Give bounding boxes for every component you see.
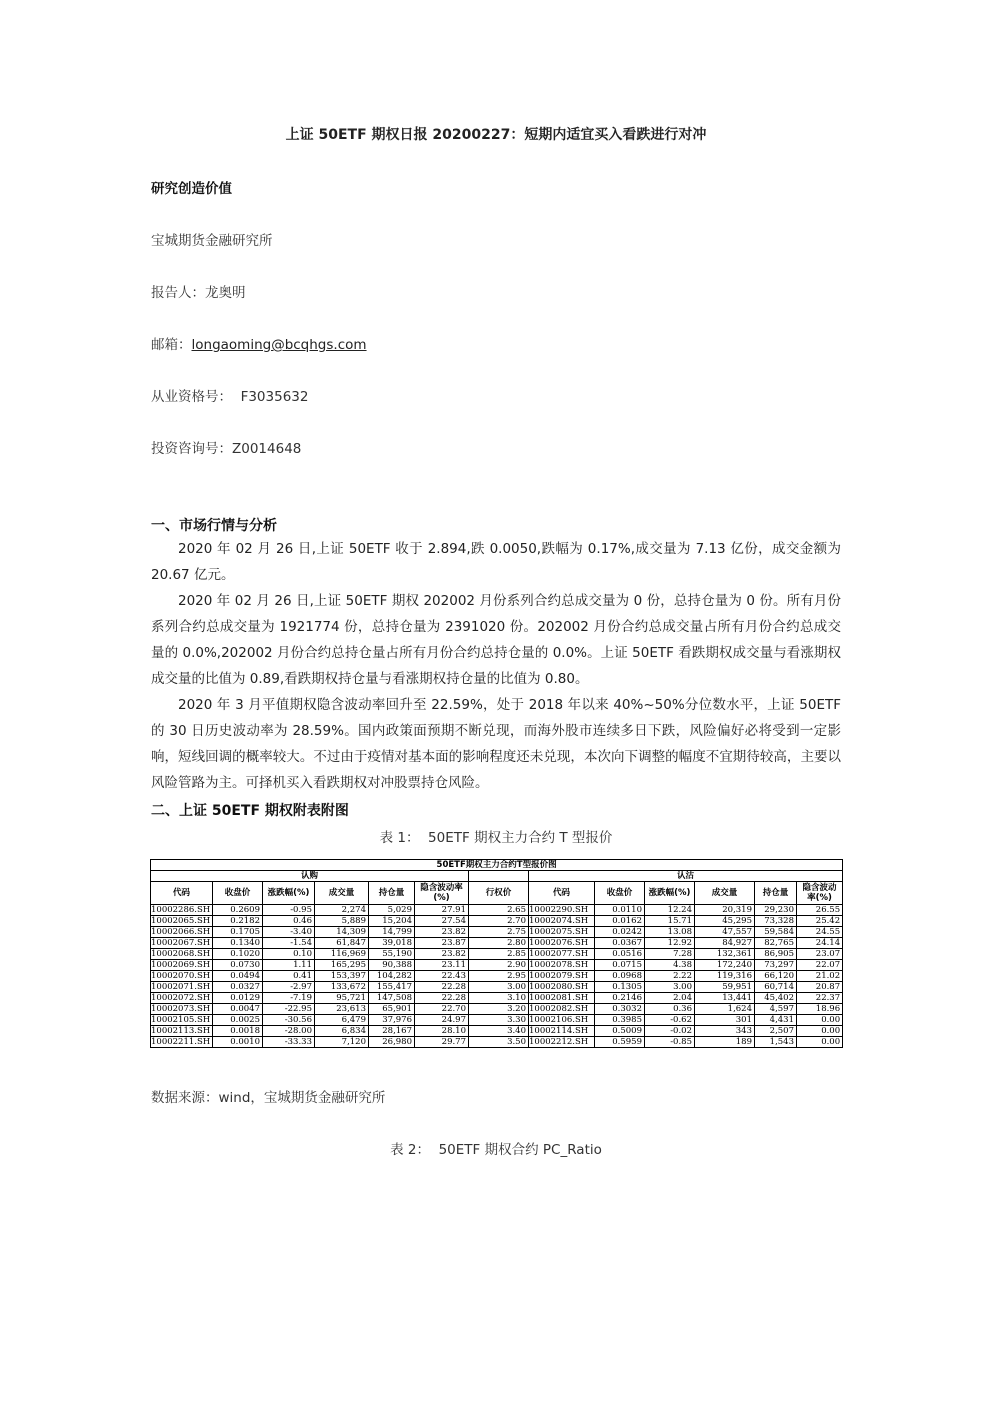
- table-cell: 23.87: [415, 938, 469, 949]
- table-cell: 23.11: [415, 960, 469, 971]
- table-cell: 28.10: [415, 1026, 469, 1037]
- table-cell: 20.87: [797, 982, 843, 993]
- table-cell: 61,847: [315, 938, 369, 949]
- table-cell: 47,557: [695, 927, 755, 938]
- table-cell: -0.95: [263, 905, 315, 916]
- email-label: 邮箱：: [151, 337, 192, 353]
- contract-code-cell: 10002106.SH: [529, 1015, 595, 1026]
- table-row: [151, 982, 843, 993]
- table-cell: 0.3032: [595, 1004, 645, 1015]
- table-row: [151, 993, 843, 1004]
- table-cell: 84,927: [695, 938, 755, 949]
- table-cell: 24.55: [797, 927, 843, 938]
- table-cell: 3.50: [469, 1037, 529, 1048]
- contract-code-cell: 10002065.SH: [151, 916, 213, 927]
- table-cell: 23.82: [415, 927, 469, 938]
- table2-caption: 表 2： 50ETF 期权合约 PC_Ratio: [390, 1142, 602, 1158]
- table-cell: 22.37: [797, 993, 843, 1004]
- column-header: 隐含波动率(%): [415, 882, 469, 905]
- institution: 宝城期货金融研究所: [151, 233, 273, 249]
- table-cell: 5,889: [315, 916, 369, 927]
- put-group-header: 认沽: [529, 871, 843, 882]
- email-line: [151, 333, 367, 353]
- table-cell: 13.08: [645, 927, 695, 938]
- section2-heading: 二、上证 50ETF 期权附表附图: [151, 803, 349, 819]
- table-cell: 2.80: [469, 938, 529, 949]
- table-cell: 2.65: [469, 905, 529, 916]
- table-row: [151, 960, 843, 971]
- contract-code-cell: 10002075.SH: [529, 927, 595, 938]
- table-cell: 12.24: [645, 905, 695, 916]
- contract-code-cell: 10002071.SH: [151, 982, 213, 993]
- table-row: [151, 1026, 843, 1037]
- table-cell: 27.91: [415, 905, 469, 916]
- contract-code-cell: 10002079.SH: [529, 971, 595, 982]
- table-cell: 0.0047: [213, 1004, 263, 1015]
- table-cell: 59,951: [695, 982, 755, 993]
- table-title: 50ETF期权主力合约T型报价图: [151, 860, 843, 871]
- table-cell: 0.0018: [213, 1026, 263, 1037]
- table-row: [151, 916, 843, 927]
- table-cell: -33.33: [263, 1037, 315, 1048]
- table-cell: 45,402: [755, 993, 797, 1004]
- table-cell: 5,029: [369, 905, 415, 916]
- table-cell: 12.92: [645, 938, 695, 949]
- table-cell: 0.0730: [213, 960, 263, 971]
- column-header: 成交量: [315, 882, 369, 905]
- table-cell: 0.2146: [595, 993, 645, 1004]
- table-cell: 3.00: [469, 982, 529, 993]
- table-cell: 2.04: [645, 993, 695, 1004]
- table-cell: 22.07: [797, 960, 843, 971]
- contract-code-cell: 10002078.SH: [529, 960, 595, 971]
- table-cell: 15,204: [369, 916, 415, 927]
- contract-code-cell: 10002076.SH: [529, 938, 595, 949]
- table-cell: 0.0968: [595, 971, 645, 982]
- table-cell: 153,397: [315, 971, 369, 982]
- table-cell: 22.28: [415, 993, 469, 1004]
- table-cell: 0.0010: [213, 1037, 263, 1048]
- table-cell: 90,388: [369, 960, 415, 971]
- table-row: [151, 1015, 843, 1026]
- table-cell: 189: [695, 1037, 755, 1048]
- table-cell: 23,613: [315, 1004, 369, 1015]
- contract-code-cell: 10002074.SH: [529, 916, 595, 927]
- table-cell: 1.11: [263, 960, 315, 971]
- table-cell: 2,507: [755, 1026, 797, 1037]
- table-cell: 13,441: [695, 993, 755, 1004]
- consult-number: 投资咨询号：Z0014648: [151, 441, 302, 457]
- table-cell: 0.10: [263, 949, 315, 960]
- table-cell: 28,167: [369, 1026, 415, 1037]
- table-row: [151, 949, 843, 960]
- table-cell: -0.85: [645, 1037, 695, 1048]
- table-cell: 73,297: [755, 960, 797, 971]
- table-cell: 73,328: [755, 916, 797, 927]
- table-cell: -30.56: [263, 1015, 315, 1026]
- section1-heading: 一、市场行情与分析: [151, 518, 277, 534]
- table-cell: 4.38: [645, 960, 695, 971]
- table-cell: 0.1340: [213, 938, 263, 949]
- table-cell: 59,584: [755, 927, 797, 938]
- table-cell: 119,316: [695, 971, 755, 982]
- contract-code-cell: 10002105.SH: [151, 1015, 213, 1026]
- contract-code-cell: 10002114.SH: [529, 1026, 595, 1037]
- contract-code-cell: 10002066.SH: [151, 927, 213, 938]
- call-group-header: 认购: [151, 871, 469, 882]
- table-cell: 172,240: [695, 960, 755, 971]
- table-cell: -22.95: [263, 1004, 315, 1015]
- table-cell: 2.90: [469, 960, 529, 971]
- table-cell: 0.3985: [595, 1015, 645, 1026]
- table-cell: 82,765: [755, 938, 797, 949]
- table-cell: 95,721: [315, 993, 369, 1004]
- email-link[interactable]: longaoming@bcqhgs.com: [191, 337, 367, 353]
- data-source: 数据来源：wind，宝城期货金融研究所: [151, 1090, 386, 1106]
- table-cell: 7.28: [645, 949, 695, 960]
- table-cell: 3.40: [469, 1026, 529, 1037]
- contract-code-cell: 10002077.SH: [529, 949, 595, 960]
- table-cell: 147,508: [369, 993, 415, 1004]
- contract-code-cell: 10002067.SH: [151, 938, 213, 949]
- table-cell: 60,714: [755, 982, 797, 993]
- table-row: [151, 971, 843, 982]
- paragraph-option-volume: 2020 年 02 月 26 日,上证 50ETF 期权 202002 月份系列合约总成交量为 0 份，总持仓量为 0 份。所有月份系列合约总成交量为 1921774 份，总持仓量为 2391020 份。202002 月份合约总成交量占所有月份合约总成交量的 0.0%,202002 月份合约总持仓量占所有月份合约总持仓量的 0.0%。上证 50ETF 看跌期权成交量与看涨期权成交量的比值为 0.89,看跌期权持仓量与看涨期权持仓量的比值为 0.80。: [151, 593, 841, 687]
- table-cell: 3.10: [469, 993, 529, 1004]
- column-header: 代码: [151, 882, 213, 905]
- table-cell: 7,120: [315, 1037, 369, 1048]
- table-cell: 24.97: [415, 1015, 469, 1026]
- table-cell: 133,672: [315, 982, 369, 993]
- license-number: 从业资格号： F3035632: [151, 389, 309, 405]
- table-cell: 23.82: [415, 949, 469, 960]
- table-cell: 37,976: [369, 1015, 415, 1026]
- table-cell: 104,282: [369, 971, 415, 982]
- contract-code-cell: 10002113.SH: [151, 1026, 213, 1037]
- table-cell: 0.0162: [595, 916, 645, 927]
- table-cell: 86,905: [755, 949, 797, 960]
- column-header: 成交量: [695, 882, 755, 905]
- table-cell: 343: [695, 1026, 755, 1037]
- table-cell: -7.19: [263, 993, 315, 1004]
- table-cell: 66,120: [755, 971, 797, 982]
- table-cell: 25.42: [797, 916, 843, 927]
- table-row: [151, 905, 843, 916]
- contract-code-cell: 10002290.SH: [529, 905, 595, 916]
- reporter: 报告人：龙奥明: [151, 285, 246, 301]
- table-row: [151, 1037, 843, 1048]
- table-cell: 23.07: [797, 949, 843, 960]
- table-row: [151, 1004, 843, 1015]
- table-cell: 6,479: [315, 1015, 369, 1026]
- table-cell: 14,309: [315, 927, 369, 938]
- table-cell: 0.1305: [595, 982, 645, 993]
- tagline: 研究创造价值: [151, 181, 232, 197]
- table-cell: -0.62: [645, 1015, 695, 1026]
- table-cell: 22.43: [415, 971, 469, 982]
- paragraph-market-summary: 2020 年 02 月 26 日,上证 50ETF 收于 2.894,跌 0.0050,跌幅为 0.17%,成交量为 7.13 亿份，成交金额为 20.67 亿元。: [151, 541, 841, 583]
- table1-caption: 表 1： 50ETF 期权主力合约 T 型报价: [379, 830, 613, 846]
- table-cell: 165,295: [315, 960, 369, 971]
- table-cell: -1.54: [263, 938, 315, 949]
- contract-code-cell: 10002080.SH: [529, 982, 595, 993]
- table-cell: 29.77: [415, 1037, 469, 1048]
- table-row: [151, 938, 843, 949]
- table-cell: 14,799: [369, 927, 415, 938]
- t-quote-body: [151, 905, 843, 1048]
- column-header: 代码: [529, 882, 595, 905]
- table-cell: -0.02: [645, 1026, 695, 1037]
- table-cell: 0.0129: [213, 993, 263, 1004]
- table-cell: 2.85: [469, 949, 529, 960]
- table-cell: 4,431: [755, 1015, 797, 1026]
- table-cell: 3.30: [469, 1015, 529, 1026]
- report-title: 上证 50ETF 期权日报 20200227：短期内适宜买入看跌进行对冲: [285, 127, 707, 143]
- column-header: 行权价: [469, 882, 529, 905]
- table-cell: 0.0110: [595, 905, 645, 916]
- table-cell: 0.36: [645, 1004, 695, 1015]
- table-cell: 18.96: [797, 1004, 843, 1015]
- table-cell: 0.00: [797, 1015, 843, 1026]
- table-cell: -28.00: [263, 1026, 315, 1037]
- contract-code-cell: 10002073.SH: [151, 1004, 213, 1015]
- contract-code-cell: 10002070.SH: [151, 971, 213, 982]
- table-cell: 0.2182: [213, 916, 263, 927]
- contract-code-cell: 10002212.SH: [529, 1037, 595, 1048]
- contract-code-cell: 10002211.SH: [151, 1037, 213, 1048]
- table-cell: 26.55: [797, 905, 843, 916]
- table-cell: 26,980: [369, 1037, 415, 1048]
- table-cell: 0.0715: [595, 960, 645, 971]
- strike-group-spacer: [469, 871, 529, 882]
- contract-code-cell: 10002081.SH: [529, 993, 595, 1004]
- table-cell: 1,543: [755, 1037, 797, 1048]
- table-cell: 0.0367: [595, 938, 645, 949]
- table-cell: -3.40: [263, 927, 315, 938]
- table-cell: 2.22: [645, 971, 695, 982]
- table-row: [151, 927, 843, 938]
- table-cell: 0.5009: [595, 1026, 645, 1037]
- table-cell: 2.70: [469, 916, 529, 927]
- column-header: 收盘价: [213, 882, 263, 905]
- t-quote-table: [150, 859, 843, 1048]
- table-cell: 29,230: [755, 905, 797, 916]
- table-cell: 21.02: [797, 971, 843, 982]
- contract-code-cell: 10002286.SH: [151, 905, 213, 916]
- table-cell: 1,624: [695, 1004, 755, 1015]
- table-cell: 65,901: [369, 1004, 415, 1015]
- table-cell: 4,597: [755, 1004, 797, 1015]
- table-cell: 0.00: [797, 1037, 843, 1048]
- table-cell: -2.97: [263, 982, 315, 993]
- table-cell: 0.5959: [595, 1037, 645, 1048]
- column-header: 持仓量: [369, 882, 415, 905]
- table-cell: 0.41: [263, 971, 315, 982]
- table-cell: 0.1020: [213, 949, 263, 960]
- table-cell: 2,274: [315, 905, 369, 916]
- contract-code-cell: 10002082.SH: [529, 1004, 595, 1015]
- table-cell: 132,361: [695, 949, 755, 960]
- column-header-row: [151, 882, 843, 905]
- contract-code-cell: 10002068.SH: [151, 949, 213, 960]
- table-cell: 55,190: [369, 949, 415, 960]
- table-cell: 0.00: [797, 1026, 843, 1037]
- table-cell: 3.20: [469, 1004, 529, 1015]
- table-cell: 24.14: [797, 938, 843, 949]
- table-cell: 0.0516: [595, 949, 645, 960]
- table-cell: 0.46: [263, 916, 315, 927]
- table-cell: 0.0025: [213, 1015, 263, 1026]
- table-cell: 22.70: [415, 1004, 469, 1015]
- contract-code-cell: 10002072.SH: [151, 993, 213, 1004]
- table-cell: 3.00: [645, 982, 695, 993]
- table-cell: 0.1705: [213, 927, 263, 938]
- table-cell: 301: [695, 1015, 755, 1026]
- table-cell: 116,969: [315, 949, 369, 960]
- table-cell: 0.0327: [213, 982, 263, 993]
- column-header: 涨跌幅(%): [263, 882, 315, 905]
- table-cell: 0.2609: [213, 905, 263, 916]
- table-cell: 22.28: [415, 982, 469, 993]
- table-cell: 39,018: [369, 938, 415, 949]
- column-header: 隐含波动率(%): [797, 882, 843, 905]
- table-cell: 15.71: [645, 916, 695, 927]
- column-header: 涨跌幅(%): [645, 882, 695, 905]
- table-cell: 27.54: [415, 916, 469, 927]
- table-cell: 20,319: [695, 905, 755, 916]
- table-cell: 6,834: [315, 1026, 369, 1037]
- table-cell: 45,295: [695, 916, 755, 927]
- column-header: 收盘价: [595, 882, 645, 905]
- contract-code-cell: 10002069.SH: [151, 960, 213, 971]
- table-cell: 2.75: [469, 927, 529, 938]
- table-cell: 0.0494: [213, 971, 263, 982]
- table-cell: 0.0242: [595, 927, 645, 938]
- column-header: 持仓量: [755, 882, 797, 905]
- table-cell: 2.95: [469, 971, 529, 982]
- paragraph-volatility: 2020 年 3 月平值期权隐含波动率回升至 22.59%，处于 2018 年以来 40%~50%分位数水平，上证 50ETF 的 30 日历史波动率为 28.59%。国内政策面预期不断兑现，而海外股市连续多日下跌，风险偏好必将受到一定影响，短线回调的概率较大。不过由于疫情对基本面的影响程度还未兑现，本次向下调整的幅度不宜期待较高，主要以风险管路为主。可择机买入看跌期权对冲股票持仓风险。: [151, 697, 841, 791]
- table-cell: 155,417: [369, 982, 415, 993]
